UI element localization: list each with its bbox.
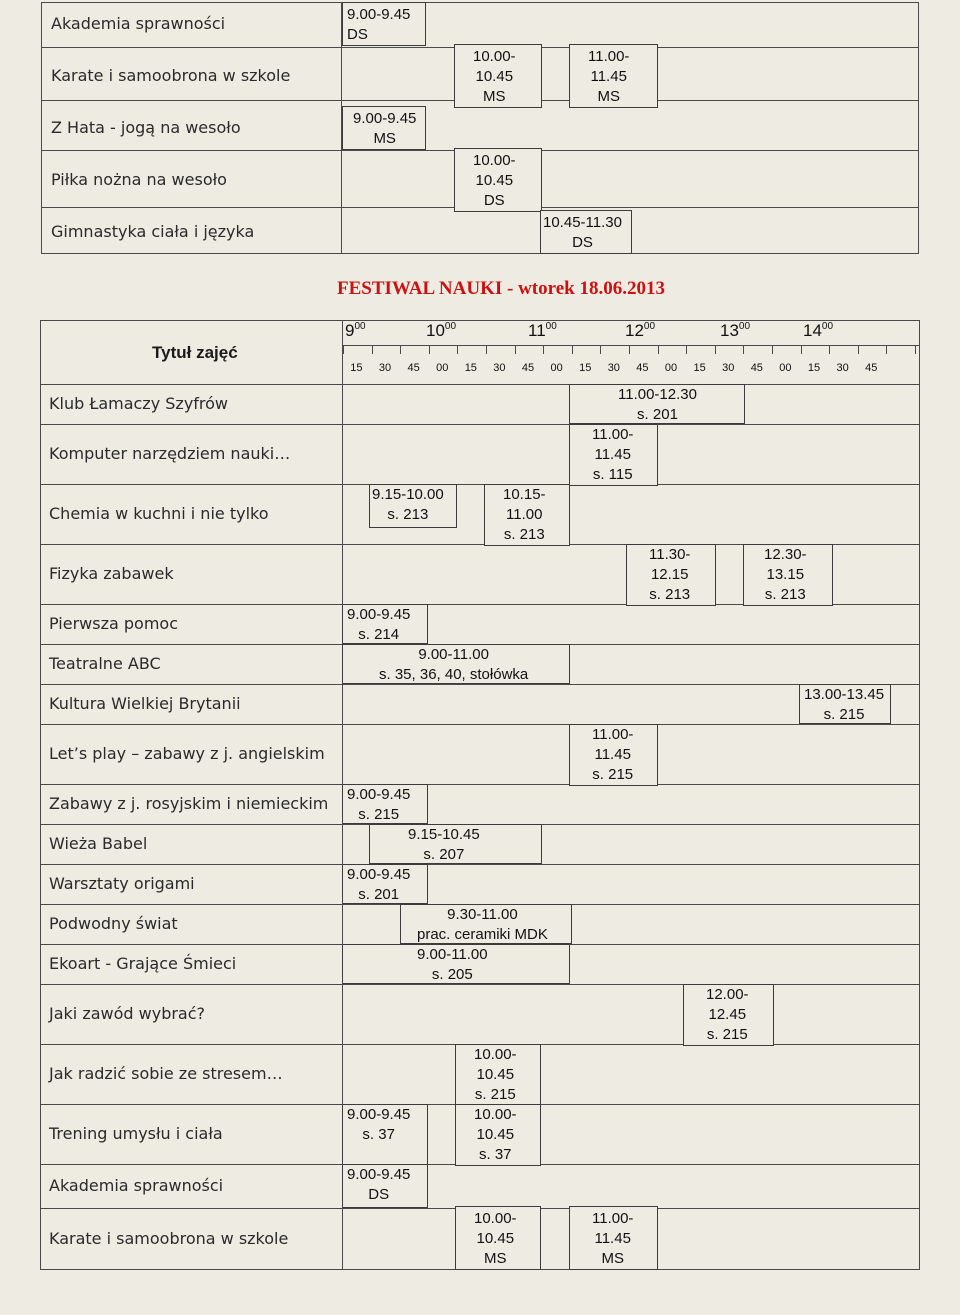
activity-title: Podwodny świat [49, 914, 178, 933]
session-block: 11.30- 12.15 s. 213 [626, 544, 716, 606]
hour-label: $10^{00}$ [426, 321, 457, 340]
activity-title: Fizyka zabawek [49, 564, 174, 583]
hour-label: $13^{00}$ [720, 321, 751, 340]
minute-label: 15 [807, 362, 821, 374]
top-row-label: Gimnastyka ciała i języka [51, 222, 255, 241]
time-tick [829, 345, 830, 354]
minute-label: 45 [407, 362, 420, 374]
minute-label: 15 [464, 362, 477, 374]
activity-title: Let’s play – zabawy z j. angielskim [49, 744, 325, 763]
minute-label: 30 [378, 362, 392, 374]
time-tick [858, 345, 859, 354]
minute-label: 15 [350, 362, 363, 374]
minute-label: 45 [521, 362, 535, 374]
time-tick [343, 345, 344, 354]
activity-title: Pierwsza pomoc [49, 614, 178, 633]
minute-label: 00 [664, 362, 678, 374]
row-divider [40, 784, 920, 785]
minute-label: 45 [750, 362, 763, 374]
session-block: 13.00-13.45 s. 215 [799, 684, 891, 724]
time-tick [543, 345, 544, 354]
time-tick [372, 345, 373, 354]
activity-title: Jaki zawód wybrać? [49, 1004, 206, 1023]
hour-label: $9^{00}$ [345, 321, 366, 340]
session-block: 10.00- 10.45 MS [454, 44, 542, 108]
session-block: 9.00-9.45 s. 214 [342, 604, 428, 644]
time-tick [429, 345, 430, 354]
session-block: 9.15-10.00 s. 213 [369, 484, 457, 528]
session-block: 9.00-9.45 MS [342, 106, 426, 150]
time-tick [801, 345, 802, 354]
activity-title: Komputer narzędziem nauki… [49, 444, 291, 463]
session-block: 11.00-12.30 s. 201 [569, 384, 745, 424]
session-block: 12.00- 12.45 s. 215 [683, 984, 774, 1046]
minute-label: 00 [436, 362, 449, 374]
hour-label: $14^{00}$ [803, 321, 834, 340]
column-header-title: Tytuł zajęć [152, 343, 238, 362]
activity-title: Trening umysłu i ciała [49, 1124, 223, 1143]
minute-label: 30 [722, 362, 735, 374]
time-tick [915, 345, 916, 354]
activity-title: Warsztaty origami [49, 874, 195, 893]
session-block: 9.30-11.00 prac. ceramiki MDK [400, 904, 572, 944]
activity-title: Akademia sprawności [49, 1176, 224, 1195]
activity-title: Klub Łamaczy Szyfrów [49, 394, 229, 413]
time-tick [600, 345, 601, 354]
activity-title: Jak radzić sobie ze stresem… [49, 1064, 283, 1083]
session-block: 11.00- 11.45 s. 115 [569, 424, 658, 486]
minute-label: 45 [865, 362, 878, 374]
session-block: 10.00- 10.45 s. 37 [455, 1104, 541, 1166]
minute-label: 45 [636, 362, 649, 374]
hour-label: $12^{00}$ [625, 321, 656, 340]
activity-title: Zabawy z j. rosyjskim i niemieckim [49, 794, 329, 813]
session-block: 9.00-9.45 s. 215 [342, 784, 428, 824]
time-tick [772, 345, 773, 354]
session-block: 9.00-9.45 DS [342, 1164, 428, 1208]
minute-label: 00 [779, 362, 792, 374]
activity-title: Chemia w kuchni i nie tylko [49, 504, 269, 523]
time-tick [572, 345, 573, 354]
session-block: 11.00- 11.45 MS [569, 1206, 658, 1270]
top-row-label: Karate i samoobrona w szkole [51, 66, 291, 85]
time-tick [515, 345, 516, 354]
activity-title: Wieża Babel [49, 834, 148, 853]
minute-label: 15 [579, 362, 592, 374]
activity-title: Kultura Wielkiej Brytanii [49, 694, 241, 713]
session-block: 9.00-11.00 s. 35, 36, 40, stołówka [342, 644, 570, 684]
row-divider [40, 724, 920, 725]
session-block: 10.15- 11.00 s. 213 [484, 484, 570, 546]
session-block: 10.45-11.30 DS [540, 210, 632, 254]
activity-title: Teatralne ABC [49, 654, 161, 673]
session-block: 10.00- 10.45 DS [454, 148, 542, 212]
time-tick [400, 345, 401, 354]
time-tick [658, 345, 659, 354]
session-block: 9.00-9.45 s. 37 [342, 1104, 428, 1166]
time-tick [743, 345, 744, 354]
row-divider [40, 864, 920, 865]
time-tick [886, 345, 887, 354]
hour-label: $11^{00}$ [528, 321, 557, 340]
minute-label: 30 [836, 362, 849, 374]
time-tick [686, 345, 687, 354]
top-row-label: Z Hata - jogą na wesoło [51, 118, 241, 137]
time-tick [486, 345, 487, 354]
activity-title: Karate i samoobrona w szkole [49, 1229, 289, 1248]
header-divider [40, 384, 920, 385]
time-tick [715, 345, 716, 354]
minute-label: 30 [493, 362, 506, 374]
session-block: 9.00-11.00 s. 205 [342, 944, 570, 984]
time-tick [629, 345, 630, 354]
minute-label: 15 [693, 362, 706, 374]
session-block: 11.00- 11.45 MS [569, 44, 658, 108]
minute-label: 00 [550, 362, 563, 374]
session-block: 10.00- 10.45 MS [455, 1206, 541, 1270]
session-block: 9.00-9.45 DS [342, 2, 426, 46]
session-block: 10.00- 10.45 s. 215 [455, 1044, 541, 1106]
session-block: 11.00- 11.45 s. 215 [569, 724, 658, 786]
festival-title: FESTIWAL NAUKI - wtorek 18.06.2013 [337, 278, 665, 299]
minute-label: 30 [607, 362, 620, 374]
top-row-label: Akademia sprawności [51, 14, 226, 33]
session-block: 9.00-9.45 s. 201 [342, 864, 428, 904]
row-divider [40, 484, 920, 485]
row-divider [40, 424, 920, 425]
top-row-label: Piłka nożna na wesoło [51, 170, 227, 189]
time-tick [457, 345, 458, 354]
session-block: 12.30- 13.15 s. 213 [743, 544, 833, 606]
activity-title: Ekoart - Grające Śmieci [49, 954, 237, 973]
session-block: 9.15-10.45 s. 207 [369, 824, 542, 864]
